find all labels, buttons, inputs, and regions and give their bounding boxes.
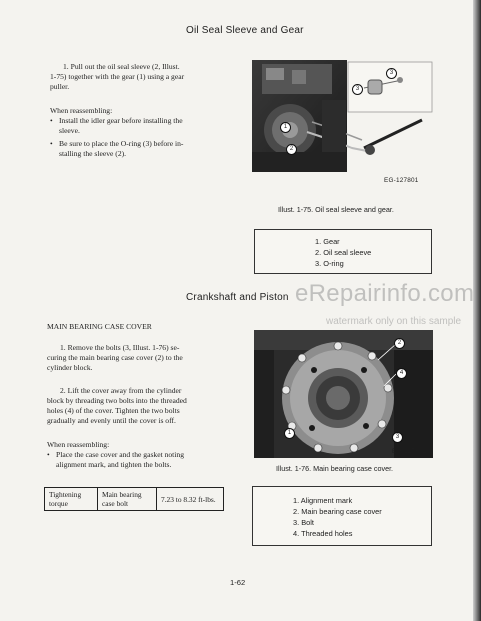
callout-1: 1	[284, 428, 295, 439]
torque-item-cell	[98, 488, 157, 511]
bullet-text-line2: stalling the sleeve (2).	[59, 149, 127, 158]
watermark-note: watermark only on this sample	[326, 316, 462, 327]
legend-item: 1. Alignment mark	[293, 496, 353, 505]
oil-seal-photo	[252, 60, 434, 172]
oil-seal-bullet-1	[50, 116, 220, 136]
legend-item: 4. Threaded holes	[293, 529, 353, 538]
main-bearing-photo-drawing	[254, 330, 433, 458]
crankshaft-caption: Illust. 1-76. Main bearing case cover.	[276, 464, 394, 473]
legend-item: 1. Gear	[315, 237, 340, 246]
crankshaft-step2-line4: gradually and evenly until the cover is off.	[47, 416, 176, 425]
torque-item-line2: case bolt	[102, 499, 129, 508]
callout-3: 3	[352, 84, 363, 95]
legend-item: 2. Main bearing case cover	[293, 507, 382, 516]
page-spine-shadow	[473, 0, 481, 621]
oil-seal-caption: Illust. 1-75. Oil seal sleeve and gear.	[278, 205, 394, 214]
bullet-dot: •	[50, 116, 53, 125]
oil-seal-bullet-2	[50, 139, 220, 159]
torque-item-line1: Main bearing	[102, 490, 142, 499]
callout-2: 2	[286, 144, 297, 155]
crankshaft-bullet	[47, 450, 227, 470]
torque-label-cell	[45, 488, 98, 511]
oil-seal-step1-line1: 1. Pull out the oil seal sleeve (2, Illust.	[63, 62, 180, 71]
crankshaft-step2-line3: holes (4) of the cover. Tighten the two bolts	[47, 406, 180, 415]
callout-4: 4	[396, 368, 407, 379]
page-number: 1-62	[230, 578, 246, 587]
bullet-text-line1: Place the case cover and the gasket noting	[56, 450, 184, 459]
callout-1: 1	[280, 122, 291, 133]
main-bearing-subheading: MAIN BEARING CASE COVER	[47, 322, 152, 331]
oil-seal-step1-line3: puller.	[50, 82, 70, 91]
torque-table	[44, 487, 224, 511]
callout-3-inset: 3	[386, 68, 397, 79]
legend-item: 2. Oil seal sleeve	[315, 248, 372, 257]
crankshaft-when-reassembling: When reassembling:	[47, 440, 110, 449]
bullet-dot: •	[50, 139, 53, 148]
torque-label-line1: Tightening	[49, 490, 82, 499]
watermark-brand: eRepairinfo.com	[295, 280, 475, 307]
bullet-dot: •	[47, 450, 50, 459]
crankshaft-step2-line2: block by threading two bolts into the threaded	[47, 396, 187, 405]
oil-seal-step1-line2: 1-75) together with the gear (1) using a gear	[50, 72, 185, 81]
crankshaft-step2-line1: 2. Lift the cover away from the cylinder	[60, 386, 182, 395]
crankshaft-step1-line2: curing the main bearing case cover (2) to the	[47, 353, 183, 362]
bullet-text-line1: Be sure to place the O-ring (3) before in-	[59, 139, 184, 148]
torque-value-cell: 7.23 to 8.32 ft-lbs.	[157, 488, 224, 511]
oil-seal-photo-drawing	[252, 60, 434, 172]
crankshaft-step1-line1: 1. Remove the bolts (3, Illust. 1-76) se-	[60, 343, 180, 352]
main-bearing-photo	[254, 330, 433, 458]
torque-label-line2: torque	[49, 499, 68, 508]
crankshaft-figure-code: EG-127802	[392, 448, 427, 455]
main-bearing-legend	[252, 486, 432, 546]
oil-seal-figure-code: EG-127801	[384, 177, 419, 184]
legend-item: 3. O-ring	[315, 259, 344, 268]
oil-seal-when-reassembling: When reassembling:	[50, 106, 113, 115]
callout-3: 3	[392, 432, 403, 443]
legend-item: 3. Bolt	[293, 518, 314, 527]
bullet-text-line2: sleeve.	[59, 126, 80, 135]
oil-seal-legend	[254, 229, 432, 274]
callout-2: 2	[394, 338, 405, 349]
crankshaft-step1-line3: cylinder block.	[47, 363, 93, 372]
table-row	[45, 488, 224, 511]
oil-seal-heading: Oil Seal Sleeve and Gear	[186, 25, 304, 36]
bullet-text-line1: Install the idler gear before installing the	[59, 116, 183, 125]
crankshaft-heading: Crankshaft and Piston	[186, 292, 289, 303]
bullet-text-line2: alignment mark, and tighten the bolts.	[56, 460, 172, 469]
